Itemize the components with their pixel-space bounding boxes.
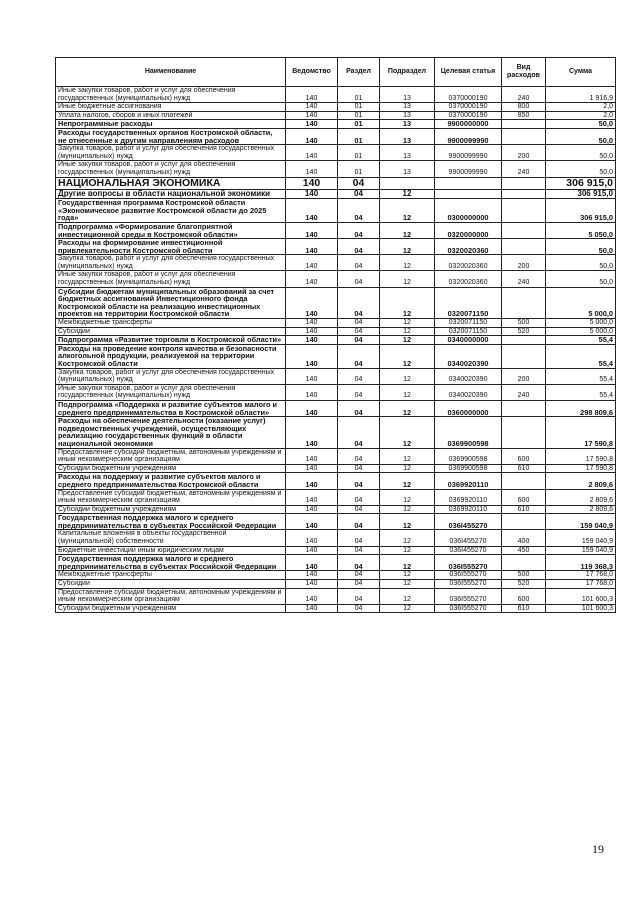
budget-table-page: [55, 57, 615, 613]
cell-vedomstvo: 140: [286, 546, 338, 555]
cell-summa: 5 000,0: [546, 327, 616, 336]
cell-vid-rashodov: 600: [502, 448, 546, 464]
cell-name: Закупка товаров, работ и услуг для обеспечения государственных (муниципальных) нужд: [56, 255, 286, 271]
cell-vedomstvo: 140: [286, 530, 338, 546]
cell-razdel: 04: [338, 514, 380, 530]
table-row: [56, 555, 616, 571]
cell-celevaya-statya: 0369920110: [435, 489, 502, 505]
cell-summa: 101 600,3: [546, 588, 616, 604]
cell-vedomstvo: 140: [286, 87, 338, 103]
table-row: [56, 222, 616, 238]
table-row: [56, 417, 616, 448]
cell-podrazdel: 12: [380, 239, 435, 255]
cell-name: Государственная поддержка малого и среднего предпринимательства в субъектах Российской Федерации: [56, 555, 286, 571]
cell-razdel: 01: [338, 161, 380, 177]
table-row: [56, 588, 616, 604]
cell-podrazdel: 12: [380, 287, 435, 318]
cell-razdel: 04: [338, 239, 380, 255]
cell-podrazdel: 13: [380, 103, 435, 112]
cell-celevaya-statya: 036I555270: [435, 604, 502, 613]
cell-vid-rashodov: 610: [502, 604, 546, 613]
header-vedomstvo: Ведомство: [286, 58, 338, 87]
cell-vid-rashodov: [502, 514, 546, 530]
cell-name: Субсидии: [56, 327, 286, 336]
cell-podrazdel: 12: [380, 514, 435, 530]
cell-razdel: 04: [338, 489, 380, 505]
cell-summa: 50,0: [546, 128, 616, 144]
cell-name: Расходы на обеспечение деятельности (оказание услуг) подведомственных учреждений, осуществляющих реализацию государственных функций в области национальной экономики: [56, 417, 286, 448]
cell-name: Межбюджетные трансферты: [56, 571, 286, 580]
cell-razdel: 04: [338, 189, 380, 199]
cell-summa: 306 915,0: [546, 199, 616, 223]
cell-summa: 55,4: [546, 344, 616, 368]
cell-vid-rashodov: [502, 336, 546, 345]
cell-razdel: 04: [338, 571, 380, 580]
table-row: [56, 604, 616, 613]
table-row: [56, 103, 616, 112]
cell-name: Иные закупки товаров, работ и услуг для обеспечения государственных (муниципальных) нужд: [56, 384, 286, 400]
cell-vedomstvo: 140: [286, 128, 338, 144]
cell-celevaya-statya: 036I555270: [435, 555, 502, 571]
cell-razdel: 01: [338, 145, 380, 161]
table-row: [56, 199, 616, 223]
cell-razdel: 01: [338, 120, 380, 129]
table-body: [56, 87, 616, 613]
cell-vedomstvo: 140: [286, 417, 338, 448]
cell-name: Расходы на формирование инвестиционной привлекательности Костромской области: [56, 239, 286, 255]
cell-podrazdel: 13: [380, 128, 435, 144]
table-row: [56, 87, 616, 103]
cell-razdel: 01: [338, 103, 380, 112]
cell-razdel: 04: [338, 555, 380, 571]
cell-vedomstvo: 140: [286, 327, 338, 336]
cell-name: НАЦИОНАЛЬНАЯ ЭКОНОМИКА: [56, 177, 286, 189]
cell-vedomstvo: 140: [286, 489, 338, 505]
cell-vid-rashodov: 610: [502, 464, 546, 473]
cell-vid-rashodov: [502, 189, 546, 199]
table-row: [56, 400, 616, 416]
cell-vedomstvo: 140: [286, 177, 338, 189]
cell-vid-rashodov: [502, 473, 546, 489]
cell-podrazdel: 12: [380, 473, 435, 489]
table-row: [56, 128, 616, 144]
cell-summa: 2 809,6: [546, 489, 616, 505]
cell-name: Предоставление субсидий бюджетным, автономным учреждениям и иным некоммерческим организациям: [56, 489, 286, 505]
cell-podrazdel: 12: [380, 384, 435, 400]
cell-celevaya-statya: 036I455270: [435, 546, 502, 555]
cell-summa: 101 600,3: [546, 604, 616, 613]
table-row: [56, 530, 616, 546]
cell-celevaya-statya: 036I455270: [435, 514, 502, 530]
budget-table: [55, 57, 616, 613]
cell-razdel: 04: [338, 368, 380, 384]
cell-vid-rashodov: 800: [502, 103, 546, 112]
cell-podrazdel: 12: [380, 580, 435, 589]
cell-vedomstvo: 140: [286, 319, 338, 328]
cell-vid-rashodov: [502, 199, 546, 223]
cell-vedomstvo: 140: [286, 336, 338, 345]
cell-summa: 50,0: [546, 145, 616, 161]
cell-podrazdel: 13: [380, 161, 435, 177]
cell-summa: 5 050,0: [546, 222, 616, 238]
cell-vid-rashodov: [502, 120, 546, 129]
cell-vid-rashodov: [502, 287, 546, 318]
cell-podrazdel: 12: [380, 464, 435, 473]
table-row: [56, 580, 616, 589]
cell-celevaya-statya: 0370000190: [435, 111, 502, 120]
cell-celevaya-statya: 9900099990: [435, 145, 502, 161]
cell-name: Расходы на проведение контроля качества и безопасности алкогольной продукции, реализуемой на территории Костромской области: [56, 344, 286, 368]
table-row: [56, 161, 616, 177]
cell-celevaya-statya: 0360000000: [435, 400, 502, 416]
page-number: 19: [592, 842, 604, 856]
cell-celevaya-statya: 9900000000: [435, 120, 502, 129]
cell-vedomstvo: 140: [286, 514, 338, 530]
cell-vid-rashodov: 400: [502, 530, 546, 546]
cell-celevaya-statya: 0369920110: [435, 505, 502, 514]
cell-razdel: 04: [338, 177, 380, 189]
cell-razdel: 04: [338, 319, 380, 328]
cell-summa: 50,0: [546, 161, 616, 177]
cell-podrazdel: 12: [380, 417, 435, 448]
cell-summa: 5 000,0: [546, 319, 616, 328]
cell-vid-rashodov: 240: [502, 87, 546, 103]
cell-vedomstvo: 140: [286, 588, 338, 604]
table-row: [56, 319, 616, 328]
cell-summa: 2 809,6: [546, 473, 616, 489]
cell-name: Уплата налогов, сборов и иных платежей: [56, 111, 286, 120]
cell-vedomstvo: 140: [286, 368, 338, 384]
cell-summa: 50,0: [546, 239, 616, 255]
cell-celevaya-statya: 0340000000: [435, 336, 502, 345]
cell-vedomstvo: 140: [286, 103, 338, 112]
cell-name: Бюджетные инвестиции иным юридическим лицам: [56, 546, 286, 555]
cell-name: Непрограммные расходы: [56, 120, 286, 129]
cell-celevaya-statya: 0320020360: [435, 255, 502, 271]
cell-razdel: 04: [338, 199, 380, 223]
cell-celevaya-statya: 036I555270: [435, 571, 502, 580]
cell-name: Государственная поддержка малого и среднего предпринимательства в субъектах Российской Федерации: [56, 514, 286, 530]
cell-vid-rashodov: 200: [502, 368, 546, 384]
cell-name: Субсидии бюджетным учреждениям: [56, 505, 286, 514]
cell-razdel: 04: [338, 604, 380, 613]
cell-name: Государственная программа Костромской области «Экономическое развитие Костромской области до 2025 года»: [56, 199, 286, 223]
cell-summa: 2,0: [546, 111, 616, 120]
cell-razdel: 04: [338, 417, 380, 448]
cell-vid-rashodov: [502, 222, 546, 238]
cell-name: Субсидии бюджетным учреждениям: [56, 464, 286, 473]
cell-podrazdel: 12: [380, 199, 435, 223]
cell-name: Субсидии бюджетам муниципальных образований за счет бюджетных ассигнований Инвестиционного фонда Костромской области на реализацию инвестиционных проектов на территории Костромской области: [56, 287, 286, 318]
cell-podrazdel: 13: [380, 111, 435, 120]
cell-summa: 1 916,9: [546, 87, 616, 103]
cell-vedomstvo: 140: [286, 189, 338, 199]
cell-razdel: 04: [338, 464, 380, 473]
cell-vid-rashodov: [502, 417, 546, 448]
cell-vedomstvo: 140: [286, 505, 338, 514]
cell-vid-rashodov: 850: [502, 111, 546, 120]
cell-celevaya-statya: 0320071150: [435, 319, 502, 328]
cell-vedomstvo: 140: [286, 464, 338, 473]
table-row: [56, 145, 616, 161]
cell-summa: 159 040,9: [546, 514, 616, 530]
cell-summa: 17 768,0: [546, 580, 616, 589]
table-row: [56, 384, 616, 400]
cell-vid-rashodov: 500: [502, 571, 546, 580]
cell-summa: 50,0: [546, 255, 616, 271]
cell-vid-rashodov: 610: [502, 505, 546, 514]
table-row: [56, 571, 616, 580]
cell-name: Подпрограмма «Развитие торговли в Костромской области»: [56, 336, 286, 345]
cell-podrazdel: 12: [380, 255, 435, 271]
cell-name: Иные бюджетные ассигнования: [56, 103, 286, 112]
cell-podrazdel: 12: [380, 555, 435, 571]
table-row: [56, 239, 616, 255]
cell-podrazdel: 12: [380, 546, 435, 555]
cell-summa: 17 590,8: [546, 448, 616, 464]
table-row: [56, 271, 616, 287]
header-podrazdel: Подраздел: [380, 58, 435, 87]
cell-podrazdel: 12: [380, 368, 435, 384]
cell-name: Расходы на поддержку и развитие субъектов малого и среднего предпринимательства Костромской области: [56, 473, 286, 489]
cell-celevaya-statya: 0369900598: [435, 464, 502, 473]
cell-vedomstvo: 140: [286, 344, 338, 368]
cell-celevaya-statya: 9900099990: [435, 161, 502, 177]
cell-vid-rashodov: [502, 239, 546, 255]
table-header-row: [56, 58, 616, 87]
cell-name: Закупка товаров, работ и услуг для обеспечения государственных (муниципальных) нужд: [56, 368, 286, 384]
cell-podrazdel: 12: [380, 189, 435, 199]
cell-podrazdel: 12: [380, 505, 435, 514]
cell-vid-rashodov: 240: [502, 271, 546, 287]
cell-razdel: 04: [338, 271, 380, 287]
cell-name: Межбюджетные трансферты: [56, 319, 286, 328]
cell-vedomstvo: 140: [286, 571, 338, 580]
cell-summa: 298 809,6: [546, 400, 616, 416]
cell-summa: 17 768,0: [546, 571, 616, 580]
cell-name: Иные закупки товаров, работ и услуг для обеспечения государственных (муниципальных) нужд: [56, 271, 286, 287]
cell-razdel: 04: [338, 400, 380, 416]
table-row: [56, 489, 616, 505]
cell-vid-rashodov: 200: [502, 145, 546, 161]
cell-podrazdel: 12: [380, 336, 435, 345]
cell-vedomstvo: 140: [286, 255, 338, 271]
cell-celevaya-statya: 0320071150: [435, 287, 502, 318]
cell-podrazdel: 12: [380, 400, 435, 416]
cell-celevaya-statya: 0340020390: [435, 384, 502, 400]
cell-podrazdel: 12: [380, 327, 435, 336]
cell-vedomstvo: 140: [286, 161, 338, 177]
cell-vid-rashodov: 600: [502, 489, 546, 505]
cell-vid-rashodov: 520: [502, 580, 546, 589]
cell-celevaya-statya: [435, 189, 502, 199]
cell-vid-rashodov: 240: [502, 384, 546, 400]
cell-celevaya-statya: 0369900598: [435, 417, 502, 448]
cell-summa: 159 040,9: [546, 546, 616, 555]
cell-podrazdel: 12: [380, 604, 435, 613]
cell-razdel: 04: [338, 222, 380, 238]
cell-razdel: 04: [338, 384, 380, 400]
cell-summa: 50,0: [546, 120, 616, 129]
cell-razdel: 04: [338, 580, 380, 589]
cell-vedomstvo: 140: [286, 120, 338, 129]
cell-name: Субсидии бюджетным учреждениям: [56, 604, 286, 613]
cell-vedomstvo: 140: [286, 199, 338, 223]
cell-razdel: 04: [338, 546, 380, 555]
cell-podrazdel: 12: [380, 319, 435, 328]
cell-podrazdel: 12: [380, 571, 435, 580]
cell-summa: 55,4: [546, 368, 616, 384]
cell-celevaya-statya: 0300000000: [435, 199, 502, 223]
cell-name: Субсидии: [56, 580, 286, 589]
cell-razdel: 01: [338, 111, 380, 120]
cell-name: Подпрограмма «Поддержка и развитие субъектов малого и среднего предпринимательства в Костромской области»: [56, 400, 286, 416]
cell-podrazdel: 12: [380, 222, 435, 238]
cell-summa: 306 915,0: [546, 189, 616, 199]
table-row: [56, 344, 616, 368]
cell-vid-rashodov: 450: [502, 546, 546, 555]
cell-razdel: 04: [338, 588, 380, 604]
cell-razdel: 04: [338, 530, 380, 546]
cell-summa: 159 040,9: [546, 530, 616, 546]
table-row: [56, 368, 616, 384]
cell-podrazdel: 12: [380, 489, 435, 505]
cell-summa: 55,4: [546, 384, 616, 400]
cell-summa: 2 809,6: [546, 505, 616, 514]
cell-vid-rashodov: 200: [502, 255, 546, 271]
cell-razdel: 01: [338, 128, 380, 144]
cell-celevaya-statya: 0370000190: [435, 87, 502, 103]
cell-celevaya-statya: 036I555270: [435, 588, 502, 604]
cell-razdel: 04: [338, 287, 380, 318]
cell-razdel: 04: [338, 505, 380, 514]
cell-vedomstvo: 140: [286, 271, 338, 287]
cell-podrazdel: 12: [380, 448, 435, 464]
cell-razdel: 04: [338, 344, 380, 368]
cell-name: Расходы государственных органов Костромской области, не отнесенные к другим направлениям расходов: [56, 128, 286, 144]
cell-vid-rashodov: 500: [502, 319, 546, 328]
cell-summa: 5 000,0: [546, 287, 616, 318]
header-summa: Сумма: [546, 58, 616, 87]
header-celevaya-statya: Целевая статья: [435, 58, 502, 87]
cell-name: Иные закупки товаров, работ и услуг для обеспечения государственных (муниципальных) нужд: [56, 161, 286, 177]
cell-summa: 119 368,3: [546, 555, 616, 571]
table-row: [56, 287, 616, 318]
cell-celevaya-statya: 0369900598: [435, 448, 502, 464]
cell-vedomstvo: 140: [286, 111, 338, 120]
cell-celevaya-statya: 0340020390: [435, 344, 502, 368]
cell-vid-rashodov: [502, 177, 546, 189]
cell-summa: 50,0: [546, 271, 616, 287]
cell-razdel: 04: [338, 327, 380, 336]
cell-celevaya-statya: 0370000190: [435, 103, 502, 112]
cell-celevaya-statya: 0320020360: [435, 239, 502, 255]
cell-celevaya-statya: [435, 177, 502, 189]
cell-celevaya-statya: 036I455270: [435, 530, 502, 546]
table-row: [56, 448, 616, 464]
cell-razdel: 01: [338, 87, 380, 103]
cell-vedomstvo: 140: [286, 287, 338, 318]
table-row: [56, 514, 616, 530]
cell-vid-rashodov: 600: [502, 588, 546, 604]
cell-vedomstvo: 140: [286, 222, 338, 238]
cell-vedomstvo: 140: [286, 145, 338, 161]
cell-razdel: 04: [338, 255, 380, 271]
cell-vedomstvo: 140: [286, 448, 338, 464]
cell-vedomstvo: 140: [286, 604, 338, 613]
cell-summa: 17 590,8: [546, 464, 616, 473]
cell-razdel: 04: [338, 336, 380, 345]
cell-vid-rashodov: [502, 128, 546, 144]
cell-vid-rashodov: [502, 555, 546, 571]
cell-celevaya-statya: 0320071150: [435, 327, 502, 336]
cell-podrazdel: 13: [380, 145, 435, 161]
header-razdel: Раздел: [338, 58, 380, 87]
cell-celevaya-statya: 0320020360: [435, 271, 502, 287]
cell-name: Предоставление субсидий бюджетным, автономным учреждениям и иным некоммерческим организациям: [56, 588, 286, 604]
cell-podrazdel: 13: [380, 87, 435, 103]
table-row: [56, 177, 616, 189]
cell-celevaya-statya: 0369920110: [435, 473, 502, 489]
cell-summa: 2,0: [546, 103, 616, 112]
cell-vedomstvo: 140: [286, 555, 338, 571]
cell-vid-rashodov: [502, 400, 546, 416]
cell-vedomstvo: 140: [286, 473, 338, 489]
cell-name: Иные закупки товаров, работ и услуг для обеспечения государственных (муниципальных) нужд: [56, 87, 286, 103]
cell-podrazdel: [380, 177, 435, 189]
cell-razdel: 04: [338, 448, 380, 464]
cell-summa: 306 915,0: [546, 177, 616, 189]
cell-summa: 17 590,8: [546, 417, 616, 448]
header-name: Наименование: [56, 58, 286, 87]
cell-name: Закупка товаров, работ и услуг для обеспечения государственных (муниципальных) нужд: [56, 145, 286, 161]
cell-name: Предоставление субсидий бюджетным, автономным учреждениям и иным некоммерческим организациям: [56, 448, 286, 464]
header-vid-rashodov: Вид расходов: [502, 58, 546, 87]
cell-podrazdel: 12: [380, 344, 435, 368]
cell-celevaya-statya: 0320000000: [435, 222, 502, 238]
cell-podrazdel: 12: [380, 530, 435, 546]
cell-podrazdel: 13: [380, 120, 435, 129]
cell-vid-rashodov: [502, 344, 546, 368]
cell-celevaya-statya: 0340020390: [435, 368, 502, 384]
cell-vedomstvo: 140: [286, 580, 338, 589]
cell-celevaya-statya: 036I555270: [435, 580, 502, 589]
cell-summa: 55,4: [546, 336, 616, 345]
cell-name: Другие вопросы в области национальной экономики: [56, 189, 286, 199]
cell-celevaya-statya: 9900099990: [435, 128, 502, 144]
cell-name: Капитальные вложения в объекты государственной (муниципальной) собственности: [56, 530, 286, 546]
cell-podrazdel: 12: [380, 271, 435, 287]
cell-vedomstvo: 140: [286, 384, 338, 400]
cell-razdel: 04: [338, 473, 380, 489]
cell-podrazdel: 12: [380, 588, 435, 604]
table-row: [56, 473, 616, 489]
table-row: [56, 255, 616, 271]
cell-vedomstvo: 140: [286, 239, 338, 255]
cell-vedomstvo: 140: [286, 400, 338, 416]
cell-vid-rashodov: 240: [502, 161, 546, 177]
cell-vid-rashodov: 520: [502, 327, 546, 336]
cell-name: Подпрограмма «Формирование благоприятной инвестиционной среды в Костромской области»: [56, 222, 286, 238]
